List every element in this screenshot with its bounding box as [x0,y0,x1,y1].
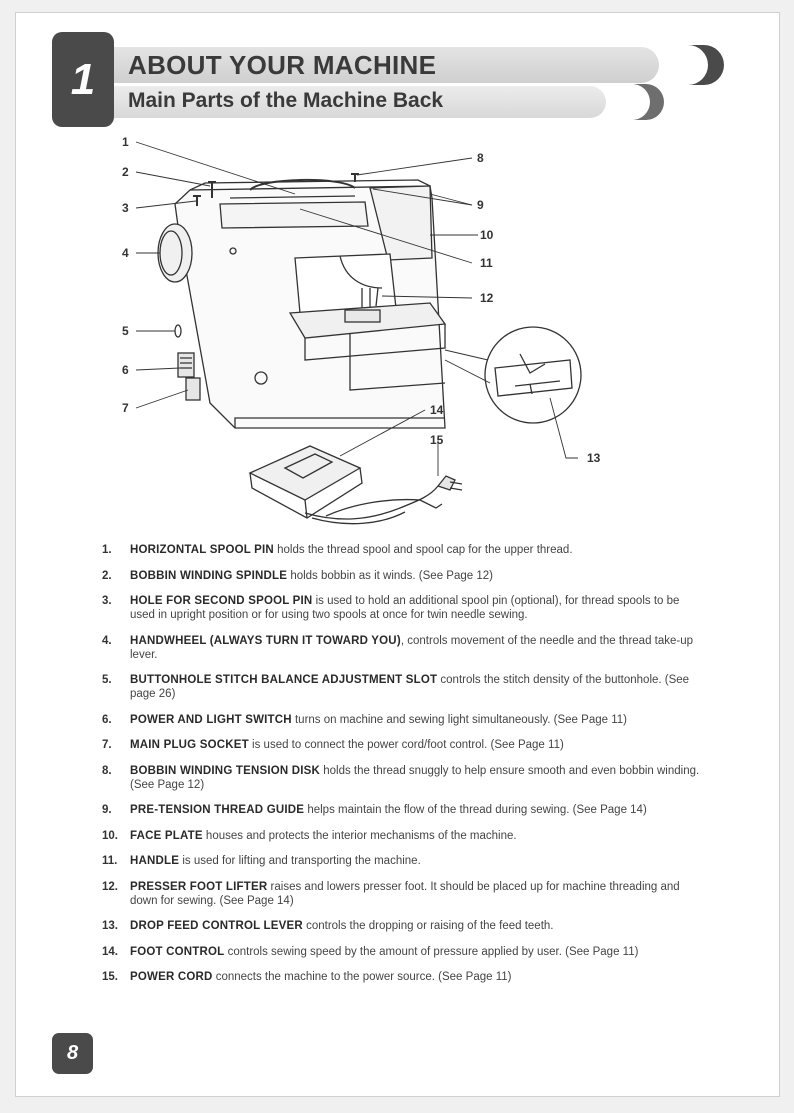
part-description: controls the stitch density of the buttonhole. (See page 26) [130,674,690,700]
item-number: 6. [102,713,112,726]
item-number: 5. [102,674,112,686]
list-item [102,854,702,868]
part-name: POWER AND LIGHT SWITCH [130,713,292,726]
part-description: raises and lowers presser foot. It should be placed up for machine threading and down for sewing. (See Page 14) [130,880,680,907]
item-number: 14. [102,945,118,958]
callout-3: 3 [122,201,129,215]
list-item [102,713,702,727]
item-number: 9. [102,804,112,816]
callout-15: 15 [430,433,444,447]
item-number: 1. [102,544,112,556]
callout-12: 12 [480,291,494,305]
title-chevron-icon [682,45,726,85]
item-number: 11. [102,855,118,867]
part-name: HORIZONTAL SPOOL PIN [130,544,274,556]
callout-13: 13 [587,451,601,465]
item-number: 7. [102,739,112,751]
part-name: DROP FEED CONTROL LEVER [130,920,303,932]
list-item [102,829,702,843]
part-description: is used to connect the power cord/foot control. (See Page 11) [252,739,564,751]
item-number: 12. [102,880,118,893]
callout-6: 6 [122,363,129,377]
item-number: 8. [102,764,112,777]
part-description: controls the dropping or raising of the feed teeth. [306,920,554,932]
part-name: HANDWHEEL (ALWAYS TURN IT TOWARD YOU) [130,634,401,647]
callout-8: 8 [477,151,484,165]
part-name: HANDLE [130,855,180,867]
part-description: is used to hold an additional spool pin (optional), for thread spools to be used in upright position or for using two spools at once for twin needle sewing. [130,595,680,621]
part-name: PRE-TENSION THREAD GUIDE [130,804,305,816]
list-item [102,543,702,557]
callout-4: 4 [122,246,129,260]
list-item [102,764,702,792]
part-description: helps maintain the flow of the thread during sewing. (See Page 14) [307,804,647,816]
list-item [102,945,702,959]
list-item [102,919,702,933]
part-description: holds the thread spool and spool cap for the upper thread. [277,544,573,556]
part-name: MAIN PLUG SOCKET [130,739,249,751]
page-subtitle: Main Parts of the Machine Back [128,89,444,112]
part-name: BUTTONHOLE STITCH BALANCE ADJUSTMENT SLOT [130,674,438,686]
list-item [102,880,702,908]
list-item [102,803,702,817]
part-description: is used for lifting and transporting the machine. [182,855,421,867]
part-name: FACE PLATE [130,829,203,842]
chapter-number-badge: 1 [52,32,114,127]
part-name: HOLE FOR SECOND SPOOL PIN [130,595,313,607]
page-number: 8 [52,1033,93,1074]
item-number: 13. [102,920,118,932]
part-description: houses and protects the interior mechanisms of the machine. [205,829,517,842]
item-number: 2. [102,569,112,582]
list-item [102,569,702,583]
list-item [102,634,702,662]
part-description: holds bobbin as it winds. (See Page 12) [290,569,493,582]
list-item [102,673,702,701]
page-title: ABOUT YOUR MACHINE [128,50,437,80]
part-name: POWER CORD [130,971,213,983]
callout-7: 7 [122,401,129,415]
part-description: connects the machine to the power source. (See Page 11) [215,971,512,983]
part-name: BOBBIN WINDING TENSION DISK [130,764,321,777]
callout-14: 14 [430,403,444,417]
callout-10: 10 [480,228,494,242]
list-item [102,738,702,752]
item-number: 15. [102,971,118,983]
sewing-machine-illustration [158,174,581,524]
callout-11: 11 [480,256,493,270]
part-name: FOOT CONTROL [130,945,225,958]
item-number: 3. [102,595,112,607]
part-name: PRESSER FOOT LIFTER [130,880,268,893]
item-number: 10. [102,829,118,842]
callout-1: 1 [122,135,129,149]
parts-list [102,543,702,996]
part-description: controls sewing speed by the amount of pressure applied by user. (See Page 11) [227,945,639,958]
list-item [102,970,702,984]
part-description: , controls movement of the needle and the thread take-up lever. [130,634,694,661]
callout-2: 2 [122,165,129,179]
item-number: 4. [102,634,112,647]
subtitle-chevron-icon [628,84,664,120]
list-item [102,594,702,622]
machine-back-diagram [100,128,620,533]
callout-5: 5 [122,324,129,338]
part-description: holds the thread snuggly to help ensure smooth and even bobbin winding. (See Page 12) [130,764,700,791]
callout-9: 9 [477,198,484,212]
part-description: turns on machine and sewing light simultaneously. (See Page 11) [294,713,627,726]
part-name: BOBBIN WINDING SPINDLE [130,569,288,582]
